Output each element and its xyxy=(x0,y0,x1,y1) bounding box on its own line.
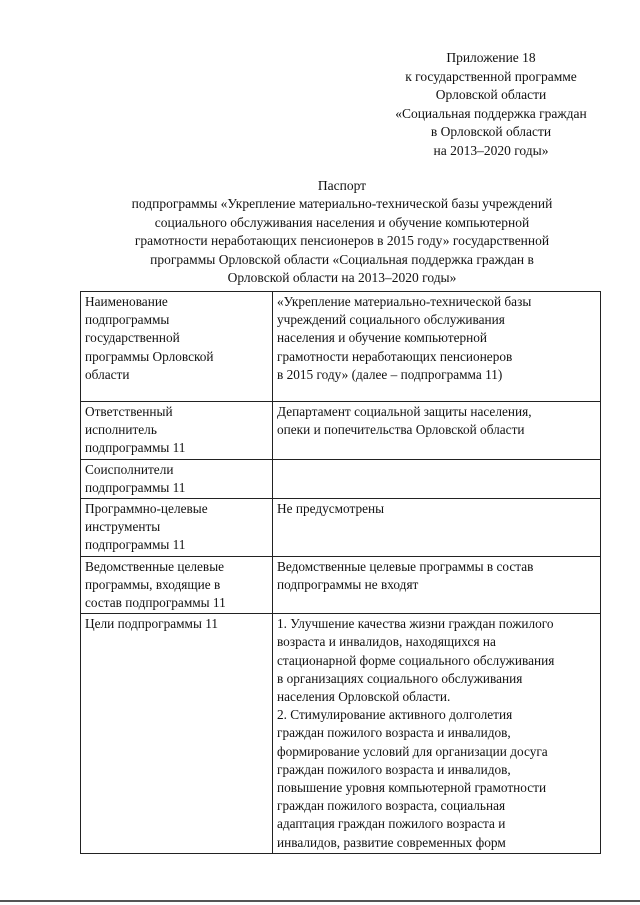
row-value-line: формирование условий для организации досуга xyxy=(277,743,548,759)
row-label-line: государственной xyxy=(85,330,180,346)
row-label-line: Цели подпрограммы 11 xyxy=(85,616,219,632)
row-value-line: граждан пожилого возраста, социальная xyxy=(277,798,506,814)
table-row xyxy=(81,292,601,402)
row-label-line: Ответственный xyxy=(85,404,173,419)
row-label-line: Наименование xyxy=(85,294,168,309)
passport-title: Паспорт xyxy=(317,178,367,193)
row-value-line: учреждений социального обслуживания xyxy=(277,312,505,328)
row-label-line: состав подпрограммы 11 xyxy=(85,595,226,611)
row-label-line: инструменты xyxy=(85,519,161,535)
row-value-line: повышение уровня компьютерной грамотности xyxy=(277,780,547,796)
row-value-line: грамотности неработающих пенсионеров xyxy=(277,348,513,364)
appendix-line: в Орловской области xyxy=(430,124,552,139)
table-row xyxy=(81,499,601,557)
row-label-line: Программно-целевые xyxy=(85,501,208,517)
row-label-line: области xyxy=(85,366,130,382)
row-label-cell xyxy=(81,499,273,557)
row-label-cell xyxy=(81,556,273,614)
row-value-line: в 2015 году» (далее – подпрограмма 11) xyxy=(277,366,503,382)
row-value-line: стационарной форме социального обслуживания xyxy=(277,652,555,668)
row-value-line: населения и обучение компьютерной xyxy=(277,330,488,346)
row-value-line: Не предусмотрены xyxy=(277,501,385,517)
row-label-line: программы Орловской xyxy=(85,348,214,364)
table-row xyxy=(81,402,601,460)
appendix-line: на 2013–2020 годы» xyxy=(433,142,549,158)
row-value-line: возраста и инвалидов, находящихся на xyxy=(277,634,496,650)
row-label-line: подпрограммы 11 xyxy=(85,440,186,456)
row-label-line: подпрограммы xyxy=(85,312,170,328)
row-value-cell xyxy=(273,499,601,557)
passport-subtitle-line: социального обслуживания населения и обучение компьютерной xyxy=(154,214,530,230)
row-value-cell xyxy=(273,614,601,854)
passport-subtitle-line: подпрограммы «Укрепление материально-технической базы учреждений xyxy=(131,196,553,212)
row-value-cell xyxy=(273,402,601,460)
page-bottom-rule xyxy=(0,900,640,902)
row-value-line: «Укрепление материально-технической базы xyxy=(277,294,532,309)
row-value-line: подпрограммы не входят xyxy=(277,576,419,592)
row-value-line: в организациях социального обслуживания xyxy=(277,670,523,686)
row-value-line: граждан пожилого возраста и инвалидов, xyxy=(277,761,511,777)
appendix-line: Орловской области xyxy=(435,87,547,102)
row-value-line: граждан пожилого возраста и инвалидов, xyxy=(277,725,511,741)
table-row xyxy=(81,614,601,854)
passport-heading xyxy=(82,177,602,287)
row-label-line: Ведомственные целевые xyxy=(85,558,225,574)
appendix-line: Приложение 18 xyxy=(446,50,536,65)
table-row xyxy=(81,556,601,614)
appendix-header xyxy=(384,49,598,160)
appendix-line: «Социальная поддержка граждан xyxy=(395,105,587,121)
row-label-line: программы, входящие в xyxy=(85,576,221,592)
row-value-line: Ведомственные целевые программы в состав xyxy=(277,558,534,574)
passport-table xyxy=(80,291,601,854)
row-value-line: опеки и попечительства Орловской области xyxy=(277,422,525,438)
row-label-line: подпрограммы 11 xyxy=(85,479,186,495)
passport-subtitle-line: Орловской области на 2013–2020 годы» xyxy=(227,270,457,286)
row-label-line: исполнитель xyxy=(85,422,157,438)
row-label-cell xyxy=(81,614,273,854)
row-value-line: инвалидов, развитие современных форм xyxy=(277,834,506,850)
row-value-line: 1. Улучшение качества жизни граждан пожилого xyxy=(277,616,554,632)
row-value-line: 2. Стимулирование активного долголетия xyxy=(277,707,513,723)
passport-subtitle-line: грамотности неработающих пенсионеров в 2015 году» государственной xyxy=(134,233,550,249)
appendix-line: к государственной программе xyxy=(405,68,577,84)
passport-subtitle-line: программы Орловской области «Социальная поддержка граждан в xyxy=(150,251,534,267)
row-value-cell xyxy=(273,292,601,402)
row-value-line: Департамент социальной защиты населения, xyxy=(277,404,532,419)
table-row xyxy=(81,459,601,498)
row-label-line: подпрограммы 11 xyxy=(85,537,186,553)
row-label-line: Соисполнители xyxy=(85,461,174,477)
row-label-cell xyxy=(81,459,273,498)
row-label-cell xyxy=(81,292,273,402)
row-value-cell xyxy=(273,556,601,614)
row-label-cell xyxy=(81,402,273,460)
row-value-line: адаптация граждан пожилого возраста и xyxy=(277,816,506,832)
row-value-line: населения Орловской области. xyxy=(277,689,451,705)
row-value-cell xyxy=(273,459,601,498)
